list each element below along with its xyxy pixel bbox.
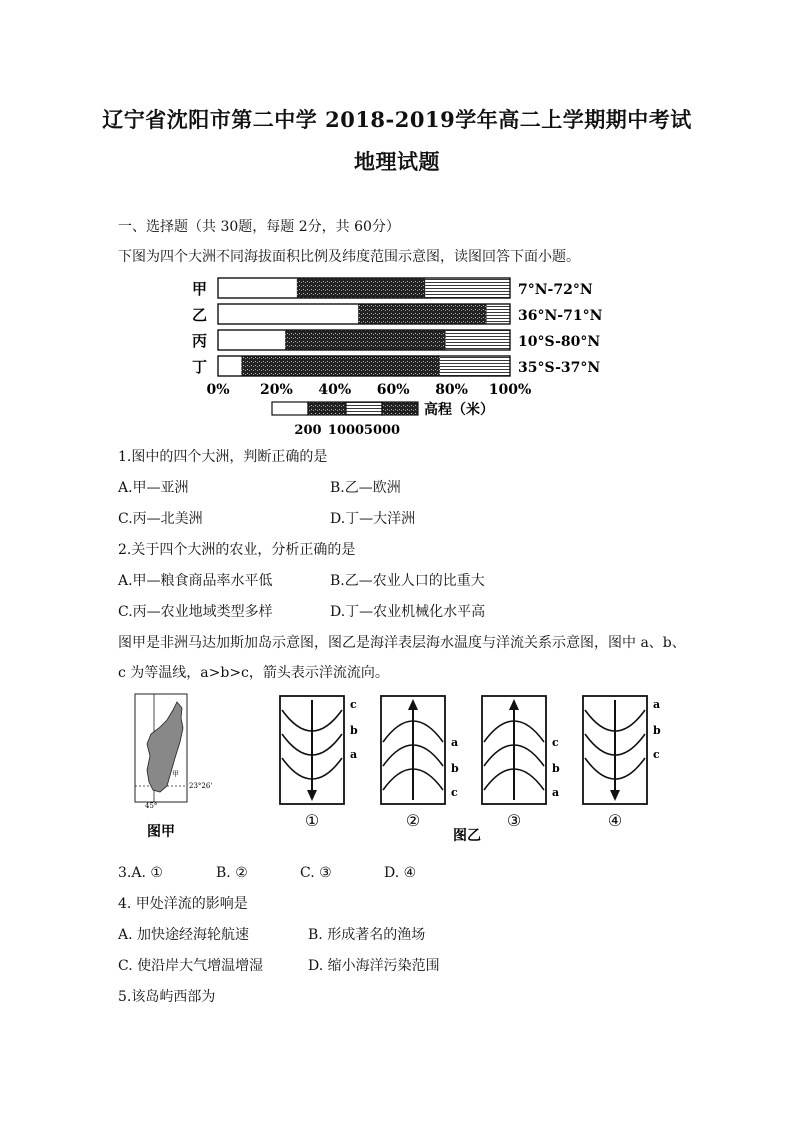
- isotherm-label: c: [350, 698, 357, 711]
- isotherm-label: a: [451, 736, 459, 749]
- isotherm-label: b: [451, 762, 459, 775]
- chart-latitude-label: 10°S-80°N: [518, 334, 601, 350]
- q2-option-b: B.乙—农业人口的比重大: [330, 573, 485, 589]
- q4-stem: 4. 甲处洋流的影响是: [118, 896, 248, 912]
- map-longitude-label: 45°: [145, 802, 158, 810]
- chart-x-tick-label: 40%: [318, 382, 352, 398]
- chart-bar-segment: [358, 304, 486, 324]
- q4-option-c: C. 使沿岸大气增温增湿: [118, 958, 264, 974]
- panel-number: ④: [607, 811, 623, 830]
- q3-option-c: C. ③: [300, 865, 332, 881]
- isotherm-label: a: [350, 748, 358, 761]
- q1-option-d: D.丁—大洋洲: [330, 511, 416, 527]
- isotherm-label: b: [350, 724, 358, 737]
- q2-option-c: C.丙—农业地域类型多样: [118, 604, 273, 620]
- q1-option-c: C.丙—北美洲: [118, 511, 203, 527]
- q1-option-a: A.甲—亚洲: [118, 480, 189, 496]
- chart-category-label: 乙: [192, 306, 208, 324]
- chart-bar-segment: [218, 356, 241, 376]
- q4-option-b: B. 形成著名的渔场: [308, 927, 426, 943]
- legend-swatch-200: [272, 402, 308, 415]
- legend-tick-label: 1000: [327, 423, 365, 438]
- intro-text-2-line2: c 为等温线，a>b>c，箭头表示洋流流向。: [118, 665, 389, 681]
- intro-text-2-line1: 图甲是非洲马达加斯加岛示意图，图乙是海洋表层海水温度与洋流关系示意图，图中 a、b、: [118, 635, 686, 651]
- page-subtitle: 地理试题: [354, 149, 440, 174]
- chart-bar-segment: [446, 330, 510, 350]
- chart-category-label: 丙: [192, 332, 208, 350]
- panel-number: ③: [506, 811, 522, 830]
- q4-option-d: D. 缩小海洋污染范围: [308, 958, 440, 974]
- q1-stem: 1.图中的四个大洲，判断正确的是: [118, 449, 328, 465]
- isotherm-label: c: [451, 786, 458, 799]
- chart-bar-segment: [218, 330, 285, 350]
- map-latitude-label: 23°26': [189, 782, 213, 790]
- current-panel-4: [583, 696, 661, 830]
- chart-bar-segment: [440, 356, 510, 376]
- panel-number: ①: [304, 811, 320, 830]
- chart-bar-segment: [487, 304, 510, 324]
- q2-option-a: A.甲—粮食商品率水平低: [118, 573, 273, 589]
- chart-bar-segment: [218, 304, 358, 324]
- legend-swatch-1000-5000: [346, 402, 382, 415]
- legend-label: 高程（米）: [424, 402, 494, 418]
- map-caption: 图甲: [147, 824, 175, 840]
- chart-x-tick-label: 100%: [488, 382, 532, 398]
- current-panel-2: [381, 696, 459, 830]
- ocean-current-figure: [125, 690, 685, 852]
- chart-bar-segment: [285, 330, 446, 350]
- isotherm-label: a: [653, 698, 661, 711]
- chart-x-tick-label: 20%: [260, 382, 293, 398]
- map-point-label: 甲: [172, 770, 179, 778]
- q5-stem: 5.该岛屿西部为: [118, 989, 216, 1005]
- isotherm-label: a: [552, 786, 560, 799]
- current-panel-1: [280, 696, 358, 830]
- q3-option-b: B. ②: [216, 865, 248, 881]
- chart-latitude-label: 7°N-72°N: [518, 282, 593, 298]
- chart-category-label: 丁: [192, 358, 208, 376]
- page-title: 辽宁省沈阳市第二中学 2018-2019学年高二上学期期中考试: [102, 107, 692, 132]
- chart-x-tick-label: 0%: [206, 382, 230, 398]
- isotherm-label: b: [653, 724, 661, 737]
- section-header: 一、选择题（共 30题，每题 2分，共 60分）: [118, 219, 400, 235]
- q2-option-d: D.丁—农业机械化水平高: [330, 604, 486, 620]
- current-panel-3: [482, 696, 560, 830]
- chart-bar-segment: [425, 278, 510, 298]
- q4-option-a: A. 加快途经海轮航速: [118, 927, 250, 943]
- chart-x-tick-label: 80%: [435, 382, 468, 398]
- q2-stem: 2.关于四个大洲的农业，分析正确的是: [118, 542, 356, 558]
- isotherm-label: c: [552, 736, 559, 749]
- chart-bar-segment: [241, 356, 440, 376]
- chart-bar-segment: [297, 278, 425, 298]
- legend-tick-label: 5000: [363, 423, 401, 438]
- legend-swatch-1000: [308, 402, 346, 415]
- chart-x-tick-label: 60%: [376, 382, 410, 398]
- panels-caption: 图乙: [453, 828, 481, 844]
- chart-category-label: 甲: [192, 280, 208, 298]
- elevation-chart: [190, 272, 610, 440]
- panel-number: ②: [405, 811, 421, 830]
- intro-text-1: 下图为四个大洲不同海拔面积比例及纬度范围示意图，读图回答下面小题。: [118, 249, 580, 265]
- madagascar-map: [135, 694, 212, 810]
- chart-latitude-label: 35°S-37°N: [518, 360, 601, 376]
- chart-latitude-label: 36°N-71°N: [518, 308, 603, 324]
- chart-bar-segment: [218, 278, 297, 298]
- legend-swatch-5000: [382, 402, 418, 415]
- q1-option-b: B.乙—欧洲: [330, 480, 401, 496]
- q3-option-d: D. ④: [384, 865, 417, 881]
- isotherm-label: b: [552, 762, 560, 775]
- isotherm-label: c: [653, 748, 660, 761]
- legend-tick-label: 200: [294, 423, 322, 438]
- q3-option-a: 3.A. ①: [118, 865, 163, 881]
